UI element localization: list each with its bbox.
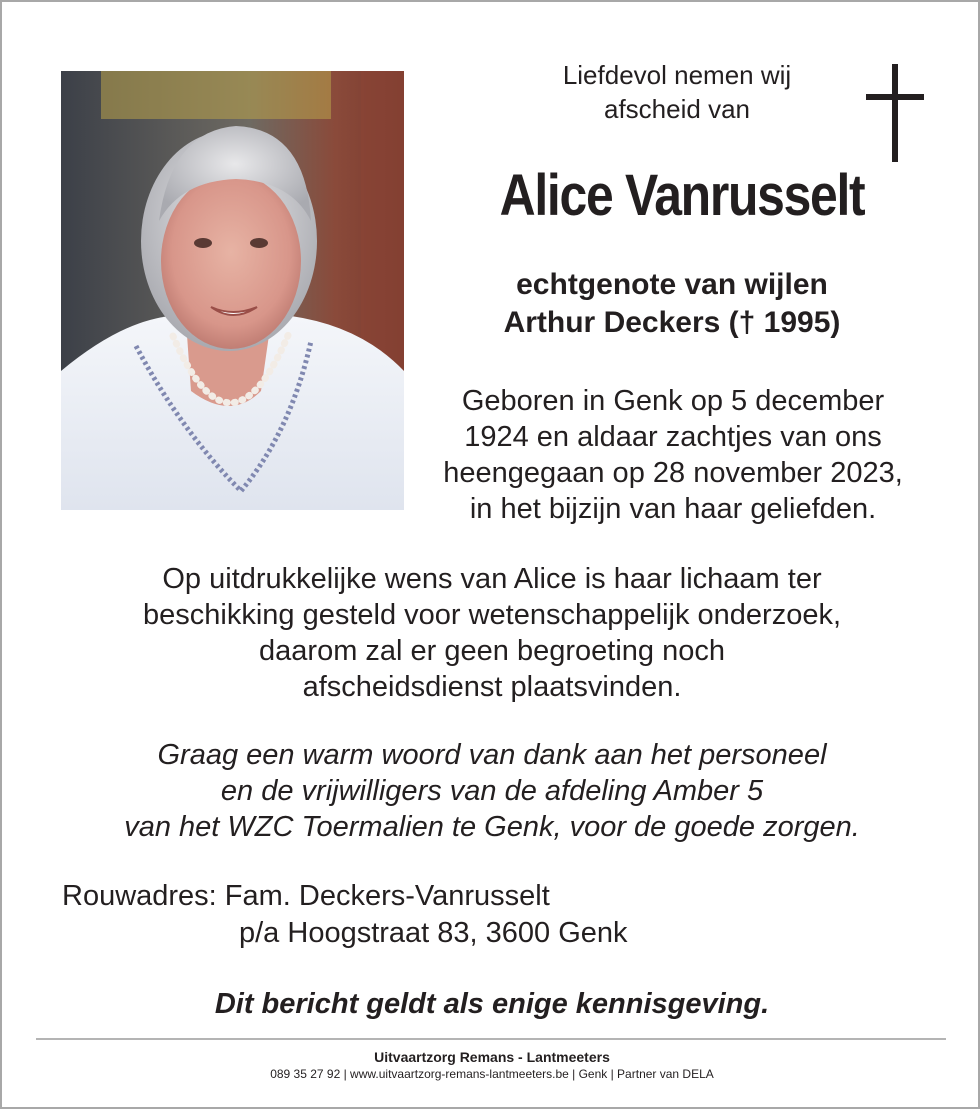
portrait-photo — [61, 71, 404, 510]
thanks-line: en de vrijwilligers van de afdeling Amber 5 — [220, 775, 764, 807]
deceased-name: Alice Vanrusselt — [499, 163, 865, 228]
intro-text — [502, 58, 852, 126]
spouse-line: echtgenote van wijlen — [516, 268, 828, 301]
born-line: in het bijzijn van haar geliefden. — [469, 493, 877, 525]
thanks-line: van het WZC Toermalien te Genk, voor de goede zorgen. — [124, 811, 860, 843]
notice-statement: Dit bericht geldt als enige kennisgeving. — [214, 988, 770, 1020]
mourning-address — [62, 878, 762, 952]
wish-line: daarom zal er geen begroeting noch — [259, 635, 725, 667]
thanks-paragraph — [42, 737, 942, 845]
address-line: p/a Hoogstraat 83, 3600 Genk — [239, 917, 628, 949]
birth-death-info — [417, 383, 929, 527]
born-line: Geboren in Genk op 5 december — [461, 385, 885, 417]
wish-line: beschikking gesteld voor wetenschappelijk onderzoek, — [142, 599, 842, 631]
born-line: 1924 en aldaar zachtjes van ons — [464, 421, 882, 453]
funeral-home-name: Uitvaartzorg Remans - Lantmeeters — [374, 1049, 610, 1065]
wish-line: Op uitdrukkelijke wens van Alice is haar lichaam ter — [162, 563, 822, 595]
funeral-home-contact: 089 35 27 92 | www.uitvaartzorg-remans-lantmeeters.be | Genk | Partner van DELA — [270, 1067, 714, 1081]
intro-line: Liefdevol nemen wij — [562, 60, 792, 90]
wish-paragraph — [42, 561, 942, 705]
spouse-line: Arthur Deckers († 1995) — [503, 306, 841, 339]
wish-line: afscheidsdienst plaatsvinden. — [302, 671, 682, 703]
born-line: heengegaan op 28 november 2023, — [443, 457, 903, 489]
intro-line: afscheid van — [604, 94, 750, 124]
address-line: Rouwadres: Fam. Deckers-Vanrusselt — [62, 880, 550, 912]
spouse-info — [432, 266, 912, 342]
thanks-line: Graag een warm woord van dank aan het personeel — [157, 739, 827, 771]
footer-divider — [36, 1038, 946, 1040]
cross-icon — [866, 64, 924, 162]
